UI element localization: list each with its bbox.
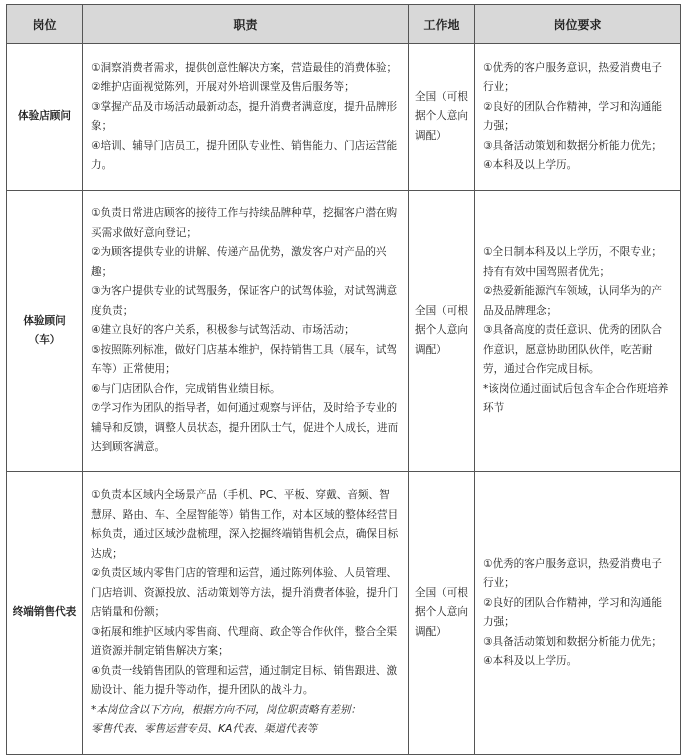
requirement-item: ①优秀的客户服务意识，热爱消费电子行业； [483,557,662,589]
table-row [7,472,681,755]
duty-item: ③拓展和维护区域内零售商、代理商、政企等合作伙伴，整合全渠道资源并制定销售解决方案； [91,625,398,658]
requirement-item: ④本科及以上学历。 [483,655,578,667]
requirement-item: ①全日制本科及以上学历，不限专业；持有有效中国驾照者优先； [483,246,662,278]
role-name: 体验顾问（车） [7,191,83,472]
duty-note: 零售代表、零售运营专员、KA代表、渠道代表等 [91,723,318,736]
duty-item: ②负责区域内零售门店的管理和运营，通过陈列体验、人员管理、门店培训、资源投放、活动策划等方法，提升消费者体验，提升门店销量和份额； [91,567,399,619]
header-location: 工作地 [409,5,475,44]
duty-item: ③为客户提供专业的试驾服务，保证客户的试驾体验，对试驾满意度负责； [91,285,398,317]
role-name: 体验店顾问 [7,44,83,191]
requirements-cell [475,472,681,755]
requirement-item: ③具备活动策划和数据分析能力优先； [483,139,662,152]
requirements-cell [475,191,681,472]
duty-item: ③掌握产品及市场活动最新动态，提升消费者满意度，提升品牌形象； [91,100,398,132]
header-row [7,5,681,44]
duty-item: ⑥与门店团队合作，完成销售业绩目标。 [91,382,281,395]
duties-cell [83,191,409,472]
duties-cell [83,472,409,755]
table-row [7,191,681,472]
requirement-item: ②热爱新能源汽车领域，认同华为的产品及品牌理念； [483,285,662,317]
header-duties: 职责 [83,5,409,44]
duty-item: ④负责一线销售团队的管理和运营，通过制定目标、销售跟进、激励设计、能力提升等动作，提升团队的战斗力。 [91,664,398,697]
requirement-item: ③具备活动策划和数据分析能力优先； [483,635,662,648]
duty-item: ④培训、辅导门店员工，提升团队专业性、销售能力、门店运营能力。 [91,139,398,171]
requirement-item: *该岗位通过面试后包含车企合作班培养环节 [483,382,669,415]
table-body [7,44,681,755]
duty-item: ⑤按照陈列标准，做好门店基本维护，保持销售工具（展车，试驾车等）正常使用； [91,343,398,376]
duty-item: ①负责日常进店顾客的接待工作与持续品牌种草，挖掘客户潜在购买需求做好意向登记； [91,207,398,239]
role-name: 终端销售代表 [7,472,83,755]
requirements-cell [475,44,681,191]
duty-item: ①负责本区域内全场景产品（手机、PC、平板、穿戴、音频、智慧屏、路由、车、全屋智能等）销售工作，对本区域的整体经营目标负责，通过区域沙盘梳理，深入挖掘终端销售机会点，确保目标达成； [91,489,399,560]
location-cell: 全国（可根据个人意向调配） [409,191,475,472]
requirement-item: ④本科及以上学历。 [483,159,578,171]
header-requirements: 岗位要求 [475,5,681,44]
duty-item: ⑦学习作为团队的指导者，如何通过观察与评估，及时给予专业的辅导和反馈，调整人员状态，提升团队士气，促进个人成长，进而达到顾客满意。 [91,402,399,454]
duty-item: ①洞察消费者需求，提供创意性解决方案，营造最佳的消费体验； [91,61,398,74]
requirement-item: ②良好的团队合作精神，学习和沟通能力强； [483,100,662,132]
requirement-item: ②良好的团队合作精神，学习和沟通能力强； [483,596,662,628]
job-table [6,4,681,755]
duty-item: ②为顾客提供专业的讲解、传递产品优势，激发客户对产品的兴趣； [91,246,387,278]
duties-cell [83,44,409,191]
location-cell: 全国（可根据个人意向调配） [409,44,475,191]
duty-item: ④建立良好的客户关系，积极参与试驾活动、市场活动； [91,324,355,337]
requirement-item: ③具备高度的责任意识、优秀的团队合作意识，愿意协助团队伙伴，吃苦耐劳，通过合作完成目标。 [483,324,662,376]
duty-item: ②维护店面视觉陈列，开展对外培训课堂及售后服务等； [91,81,355,93]
header-role: 岗位 [7,5,83,44]
table-row [7,44,681,191]
requirement-item: ①优秀的客户服务意识，热爱消费电子行业； [483,61,662,93]
duty-note: *本岗位含以下方向，根据方向不同，岗位职责略有差别： [91,703,362,716]
location-cell: 全国（可根据个人意向调配） [409,472,475,755]
